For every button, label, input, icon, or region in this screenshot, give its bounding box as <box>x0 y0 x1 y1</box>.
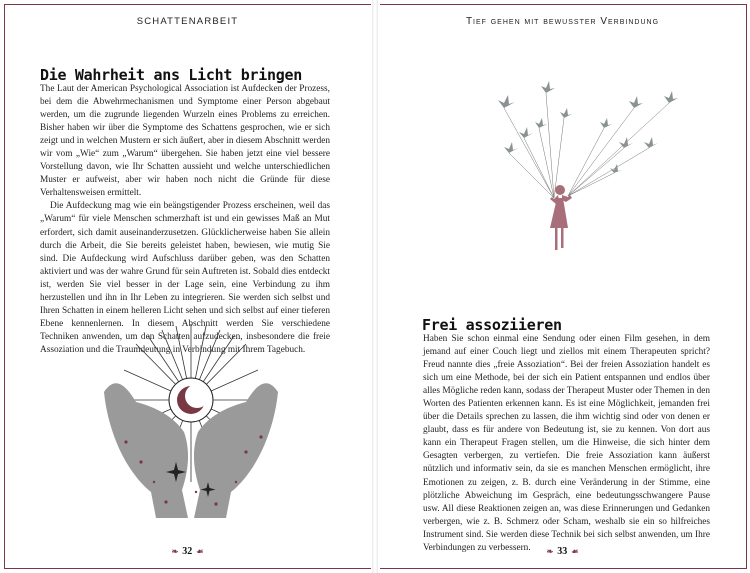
left-page-number <box>0 546 375 557</box>
hands-moon-icon <box>96 322 286 518</box>
left-paragraph-2: Die Aufdeckung mag wie ein beängstigender Prozess erscheinen, weil das „Warum“ für viele Menschen schmerzhaft ist und ein gewisses Maß an Mut erfordert, sich damit auseinanderzusetzen. Glücklicherweise haben Sie allein durch die Arbeit, die Sie bereits geleistet haben, bewiesen, wie mutig Sie sind. Die Aufdeckung wird Aufschluss darüber geben, was den Schatten aktiviert und was der wahre Grund für sein Auftreten ist. Sobald dies entdeckt ist, werden Sie viel besser in der Lage sein, eine Verbindung zu ihm herzustellen und ihn in Ihr Leben zu integrieren. Sie werden sich selbst und Ihren Schatten in einem helleren Licht sehen und sich selbst auf einer tieferen Ebene kennenlernen. In diesem Abschnitt werden Sie verschiedene Techniken anwenden, um den Schatten aufzudecken, insbesondere die freie Assoziation und die Traumdeutung in Verbindung mit Ihrem Tagebuch. <box>40 201 330 355</box>
left-heading: Die Wahrheit ans Licht bringen <box>40 66 302 84</box>
left-body <box>40 83 330 357</box>
left-running-head: SCHATTENARBEIT <box>136 16 239 27</box>
girl-with-birds-icon <box>484 78 684 268</box>
right-page-number-text: 33 <box>557 546 568 557</box>
fleuron-icon: ☙ <box>196 547 204 556</box>
fleuron-icon: ❧ <box>171 547 179 556</box>
fleuron-icon: ❧ <box>546 547 554 556</box>
right-heading: Frei assoziieren <box>422 316 562 334</box>
right-page-number <box>375 546 750 557</box>
right-body <box>423 333 710 555</box>
left-page-number-text: 32 <box>182 546 193 557</box>
right-running-head: Tief gehen mit bewusster Verbindung <box>465 16 660 27</box>
fleuron-icon: ☙ <box>571 547 579 556</box>
left-paragraph-1: The Laut der American Psychological Association ist Aufdecken der Prozess, bei dem die Abwehrmechanismen und Symptome einer Person abgebaut werden, um die zugrunde liegenden Wurzeln eines Problems zu erreichen. Bisher haben wir über die Symptome des Schattens gesprochen, wie er sich zeigt und in welchen Mustern er sich äußert, aber in diesem Abschnitt werden wir vom „Wie“ zum „Warum“ übergehen. Sie haben jetzt eine viel bessere Vorstellung davon, wie Ihr Schatten aussieht und welche unterschiedlichen Muster er aufweist, aber wir haben noch nicht die Gründe für diese Verhaltensweisen ermittelt. <box>40 84 330 199</box>
book-gutter <box>372 0 378 573</box>
right-paragraph-1: Haben Sie schon einmal eine Sendung oder einen Film gesehen, in dem jemand auf einer Couch liegt und ziellos mit einem Therapeuten spricht? Freud nannte dies „freie Assoziation“. Bei der freien Assoziation handelt es sich um eine Methode, bei der sich ein Patient entspannen und endlos über alles Mögliche reden kann, sodass der Therapeut Muster oder Themen in den Worten des Patienten erkennen kann. Es ist eine Möglichkeit, jemanden frei über die Details sprechen zu lassen, die ihm wichtig sind oder von denen er glaubt, dass es für andere von Bedeutung ist, sie zu kennen. Von dort aus kann ein Therapeut Fragen stellen, um die Hinweise, die sich hinter dem Gesagten verbergen, zu vertiefen. Die freie Assoziation kann äußerst nützlich und informativ sein, da sie es manchen Menschen ermöglicht, ihre Emotionen zu zeigen, z. B. durch eine Veränderung in der Stimme, eine plötzliche Abweichung im Gespräch, eine bedeutungsschwangere Pause usw. All diese Reaktionen zeigen an, was diese Erinnerungen und Gedanken verbergen, wie z. B. Schmerz oder Scham, weshalb sie ein so hilfreiches Instrument sind. Sie werden diese Technik bei sich selbst anwenden, um Ihre Verbindungen zu verbessern. <box>423 334 710 553</box>
